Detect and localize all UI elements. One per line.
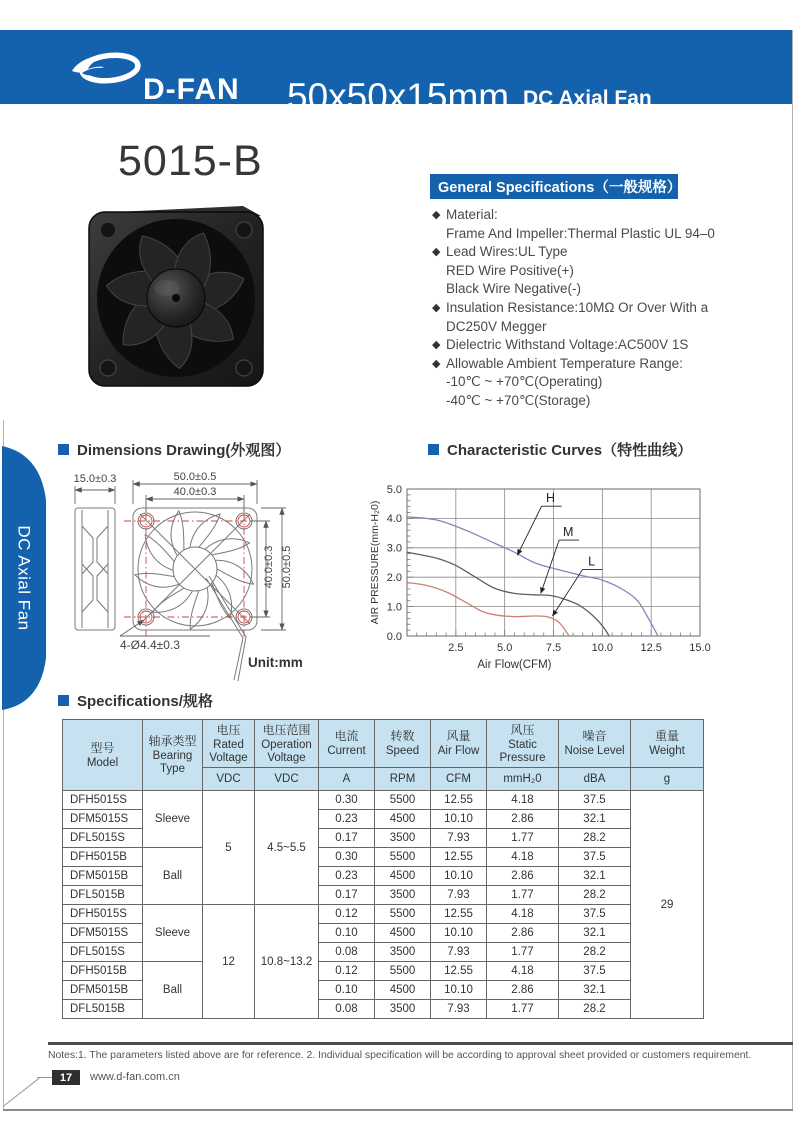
diamond-bullet-icon: ◆	[432, 301, 441, 314]
section-curves: Characteristic Curves（特性曲线）	[428, 439, 692, 460]
table-cell: 7.93	[431, 943, 487, 962]
table-cell: 4500	[375, 867, 431, 886]
table-cell: 1.77	[487, 829, 559, 848]
unit-header: VDC	[203, 768, 255, 791]
section-dimensions: Dimensions Drawing(外观图）	[58, 439, 290, 460]
table-cell: 3500	[375, 943, 431, 962]
table-cell: 3500	[375, 829, 431, 848]
table-cell: 12.55	[431, 791, 487, 810]
general-specs-header: General Specifications（一般规格）	[430, 174, 678, 199]
spec-line	[432, 392, 782, 411]
table-row	[63, 791, 704, 810]
dim-outer-width: 50.0±0.5	[173, 471, 217, 483]
curve-label-arrow	[553, 569, 583, 616]
table-cell: 4500	[375, 924, 431, 943]
table-cell: 4.18	[487, 848, 559, 867]
table-cell: DFH5015S	[63, 791, 143, 810]
table-cell: 4.18	[487, 791, 559, 810]
spec-line	[432, 243, 782, 262]
spec-line-text: DC250V Megger	[446, 318, 547, 334]
y-tick-label: 4.0	[386, 513, 402, 526]
table-cell: 5500	[375, 848, 431, 867]
col-header: 风量 Air Flow	[431, 720, 487, 768]
table-cell: 2.86	[487, 981, 559, 1000]
spec-line-text: Black Wire Negative(-)	[446, 281, 582, 297]
unit-header: CFM	[431, 768, 487, 791]
table-cell: 32.1	[559, 924, 631, 943]
page-frame-bottom	[3, 1109, 793, 1111]
x-tick-label: 2.5	[448, 642, 464, 654]
footer-url: www.d-fan.com.cn	[90, 1071, 180, 1083]
curve-label-M: M	[562, 525, 574, 540]
dim-outer-height: 50.0±0.5	[281, 545, 293, 589]
table-cell: Sleeve	[143, 905, 203, 962]
table-cell: 28.2	[559, 1000, 631, 1019]
table-cell: 2.86	[487, 867, 559, 886]
table-cell: DFH5015S	[63, 905, 143, 924]
table-cell: DFL5015B	[63, 886, 143, 905]
curve-label-H: H	[546, 491, 556, 506]
spec-line-text: -10℃ ~ +70℃(Operating)	[446, 374, 603, 390]
table-cell: 4.18	[487, 905, 559, 924]
table-row	[63, 848, 704, 867]
spec-line	[432, 206, 782, 225]
table-cell: 28.2	[559, 829, 631, 848]
unit-header: A	[319, 768, 375, 791]
spec-line	[432, 373, 782, 392]
dim-unit: Unit:mm	[248, 655, 303, 670]
table-cell: 0.17	[319, 886, 375, 905]
table-cell: DFM5015S	[63, 810, 143, 829]
table-cell: 37.5	[559, 791, 631, 810]
table-cell: 4500	[375, 810, 431, 829]
diamond-bullet-icon: ◆	[432, 339, 441, 352]
y-tick-label: 2.0	[386, 572, 402, 584]
spec-line	[432, 299, 782, 318]
table-cell: DFL5015B	[63, 1000, 143, 1019]
col-header: 电压 Rated Voltage	[203, 720, 255, 768]
section-square-icon	[58, 444, 69, 455]
page-frame-right	[792, 30, 793, 1110]
table-cell: 0.30	[319, 791, 375, 810]
table-cell: 10.10	[431, 981, 487, 1000]
spec-line-text: Insulation Resistance:10MΩ Or Over With a	[446, 299, 709, 315]
dim-hole-pitch-v: 40.0±0.3	[263, 545, 275, 589]
table-row	[63, 962, 704, 981]
spec-line-text: Dielectric Withstand Voltage:AC500V 1S	[446, 337, 689, 353]
dim-hole-pitch-h: 40.0±0.3	[173, 486, 217, 498]
table-cell: 5500	[375, 962, 431, 981]
table-cell: 1.77	[487, 943, 559, 962]
table-cell: DFH5015B	[63, 962, 143, 981]
notes-text: Notes:1. The parameters listed above are for reference. 2. Individual specification will be according to approval sheet provided or customers requirement.	[48, 1050, 752, 1061]
table-cell: 28.2	[559, 943, 631, 962]
table-row	[63, 905, 704, 924]
table-cell: 10.8~13.2	[255, 905, 319, 1019]
table-cell: 12.55	[431, 848, 487, 867]
table-cell: DFH5015B	[63, 848, 143, 867]
table-cell: 0.12	[319, 905, 375, 924]
x-tick-label: 10.0	[591, 642, 614, 654]
diamond-bullet-icon: ◆	[432, 357, 441, 370]
table-cell: 0.12	[319, 962, 375, 981]
spec-line-text: -40℃ ~ +70℃(Storage)	[446, 392, 591, 408]
table-cell: 4.5~5.5	[255, 791, 319, 905]
page-number-badge: 17	[52, 1070, 80, 1085]
y-axis-label: AIR PRESSURE(mm-H₂0)	[369, 500, 381, 625]
sidebar-tab-label: DC Axial Fan	[15, 525, 35, 631]
table-cell: DFM5015B	[63, 867, 143, 886]
table-cell: 4500	[375, 981, 431, 1000]
table-cell: DFM5015B	[63, 981, 143, 1000]
footer-decor-line2	[37, 1077, 53, 1078]
spec-line-text: Frame And Impeller:Thermal Plastic UL 94–0	[446, 225, 715, 241]
table-cell: 0.30	[319, 848, 375, 867]
col-header: 风压 Static Pressure	[487, 720, 559, 768]
table-cell: 4.18	[487, 962, 559, 981]
table-cell: 0.08	[319, 1000, 375, 1019]
table-cell: Ball	[143, 962, 203, 1019]
notes-divider	[48, 1042, 793, 1045]
table-cell: 10.10	[431, 810, 487, 829]
curve-M	[407, 552, 609, 636]
y-tick-label: 1.0	[386, 601, 402, 614]
table-cell: 5500	[375, 791, 431, 810]
y-tick-label: 0.0	[386, 630, 402, 643]
table-cell: Ball	[143, 848, 203, 905]
table-cell: 7.93	[431, 1000, 487, 1019]
curve-label-L: L	[588, 554, 596, 569]
table-cell: 10.10	[431, 924, 487, 943]
table-cell: 12.55	[431, 905, 487, 924]
col-header: 轴承类型 Bearing Type	[143, 720, 203, 791]
table-cell: 2.86	[487, 810, 559, 829]
unit-header: RPM	[375, 768, 431, 791]
y-tick-label: 5.0	[386, 483, 402, 496]
header-bar: D-FAN 50x50x15mm DC Axial Fan	[0, 30, 793, 104]
spec-line	[432, 355, 782, 374]
table-cell: 1.77	[487, 886, 559, 905]
x-tick-label: 7.5	[545, 642, 562, 654]
table-cell: 28.2	[559, 886, 631, 905]
table-cell: DFM5015S	[63, 924, 143, 943]
spec-line	[432, 318, 782, 337]
table-cell: 0.17	[319, 829, 375, 848]
table-cell: 7.93	[431, 829, 487, 848]
table-cell: 0.10	[319, 981, 375, 1000]
spec-line	[432, 336, 782, 355]
table-cell: 37.5	[559, 905, 631, 924]
specifications-table	[62, 719, 704, 1019]
spec-line	[432, 280, 782, 299]
table-cell: 32.1	[559, 810, 631, 829]
table-cell: 37.5	[559, 848, 631, 867]
unit-header: dBA	[559, 768, 631, 791]
table-cell: 3500	[375, 1000, 431, 1019]
unit-header: mmH₂0	[487, 768, 559, 791]
col-header: 噪音 Noise Level	[559, 720, 631, 768]
curve-H	[407, 517, 658, 636]
col-header: 电压范围 Operation Voltage	[255, 720, 319, 768]
table-cell: 2.86	[487, 924, 559, 943]
dimensions-drawing	[60, 468, 310, 688]
y-tick-label: 3.0	[386, 542, 402, 555]
col-header: 转数 Speed	[375, 720, 431, 768]
x-tick-label: 12.5	[640, 642, 662, 654]
general-specs-list	[432, 206, 782, 411]
characteristic-curves-chart	[368, 462, 713, 674]
brand-logo-icon	[70, 47, 142, 89]
x-tick-label: 5.0	[497, 642, 513, 654]
col-header: 型号 Model	[63, 720, 143, 791]
x-axis-label: Air Flow(CFM)	[477, 659, 552, 671]
table-cell: 7.93	[431, 886, 487, 905]
product-model-title: 5015-B	[118, 137, 263, 185]
table-cell: 0.10	[319, 924, 375, 943]
diamond-bullet-icon: ◆	[432, 246, 441, 259]
spec-line-text: RED Wire Positive(+)	[446, 262, 574, 278]
table-cell: 0.23	[319, 867, 375, 886]
spec-line	[432, 225, 782, 244]
curve-L	[407, 583, 569, 637]
unit-header: g	[631, 768, 704, 791]
dim-holes: 4-Ø4.4±0.3	[120, 638, 180, 652]
unit-header: VDC	[255, 768, 319, 791]
table-cell: 3500	[375, 886, 431, 905]
table-cell: 12.55	[431, 962, 487, 981]
fan-product-photo	[85, 200, 267, 392]
table-cell: 1.77	[487, 1000, 559, 1019]
spec-line	[432, 262, 782, 281]
table-cell: 32.1	[559, 867, 631, 886]
table-cell: 0.23	[319, 810, 375, 829]
dim-thickness: 15.0±0.3	[73, 473, 117, 485]
table-cell: DFL5015S	[63, 829, 143, 848]
spec-line-text: Material:	[446, 207, 498, 222]
table-cell: 12	[203, 905, 255, 1019]
section-specifications: Specifications/规格	[58, 690, 213, 711]
table-cell: Sleeve	[143, 791, 203, 848]
footer-decor-line	[3, 1078, 40, 1107]
spec-line-text: Allowable Ambient Temperature Range:	[446, 355, 683, 371]
table-cell: 10.10	[431, 867, 487, 886]
section-square-icon	[58, 695, 69, 706]
table-cell: 0.08	[319, 943, 375, 962]
table-cell: 29	[631, 791, 704, 1019]
table-cell: 5	[203, 791, 255, 905]
table-cell: 37.5	[559, 962, 631, 981]
section-square-icon	[428, 444, 439, 455]
col-header: 电流 Current	[319, 720, 375, 768]
diamond-bullet-icon: ◆	[432, 209, 441, 221]
spec-line-text: Lead Wires:UL Type	[446, 244, 568, 260]
x-tick-label: 15.0	[689, 642, 711, 654]
table-cell: 32.1	[559, 981, 631, 1000]
col-header: 重量 Weight	[631, 720, 704, 768]
table-cell: 5500	[375, 905, 431, 924]
table-cell: DFL5015S	[63, 943, 143, 962]
